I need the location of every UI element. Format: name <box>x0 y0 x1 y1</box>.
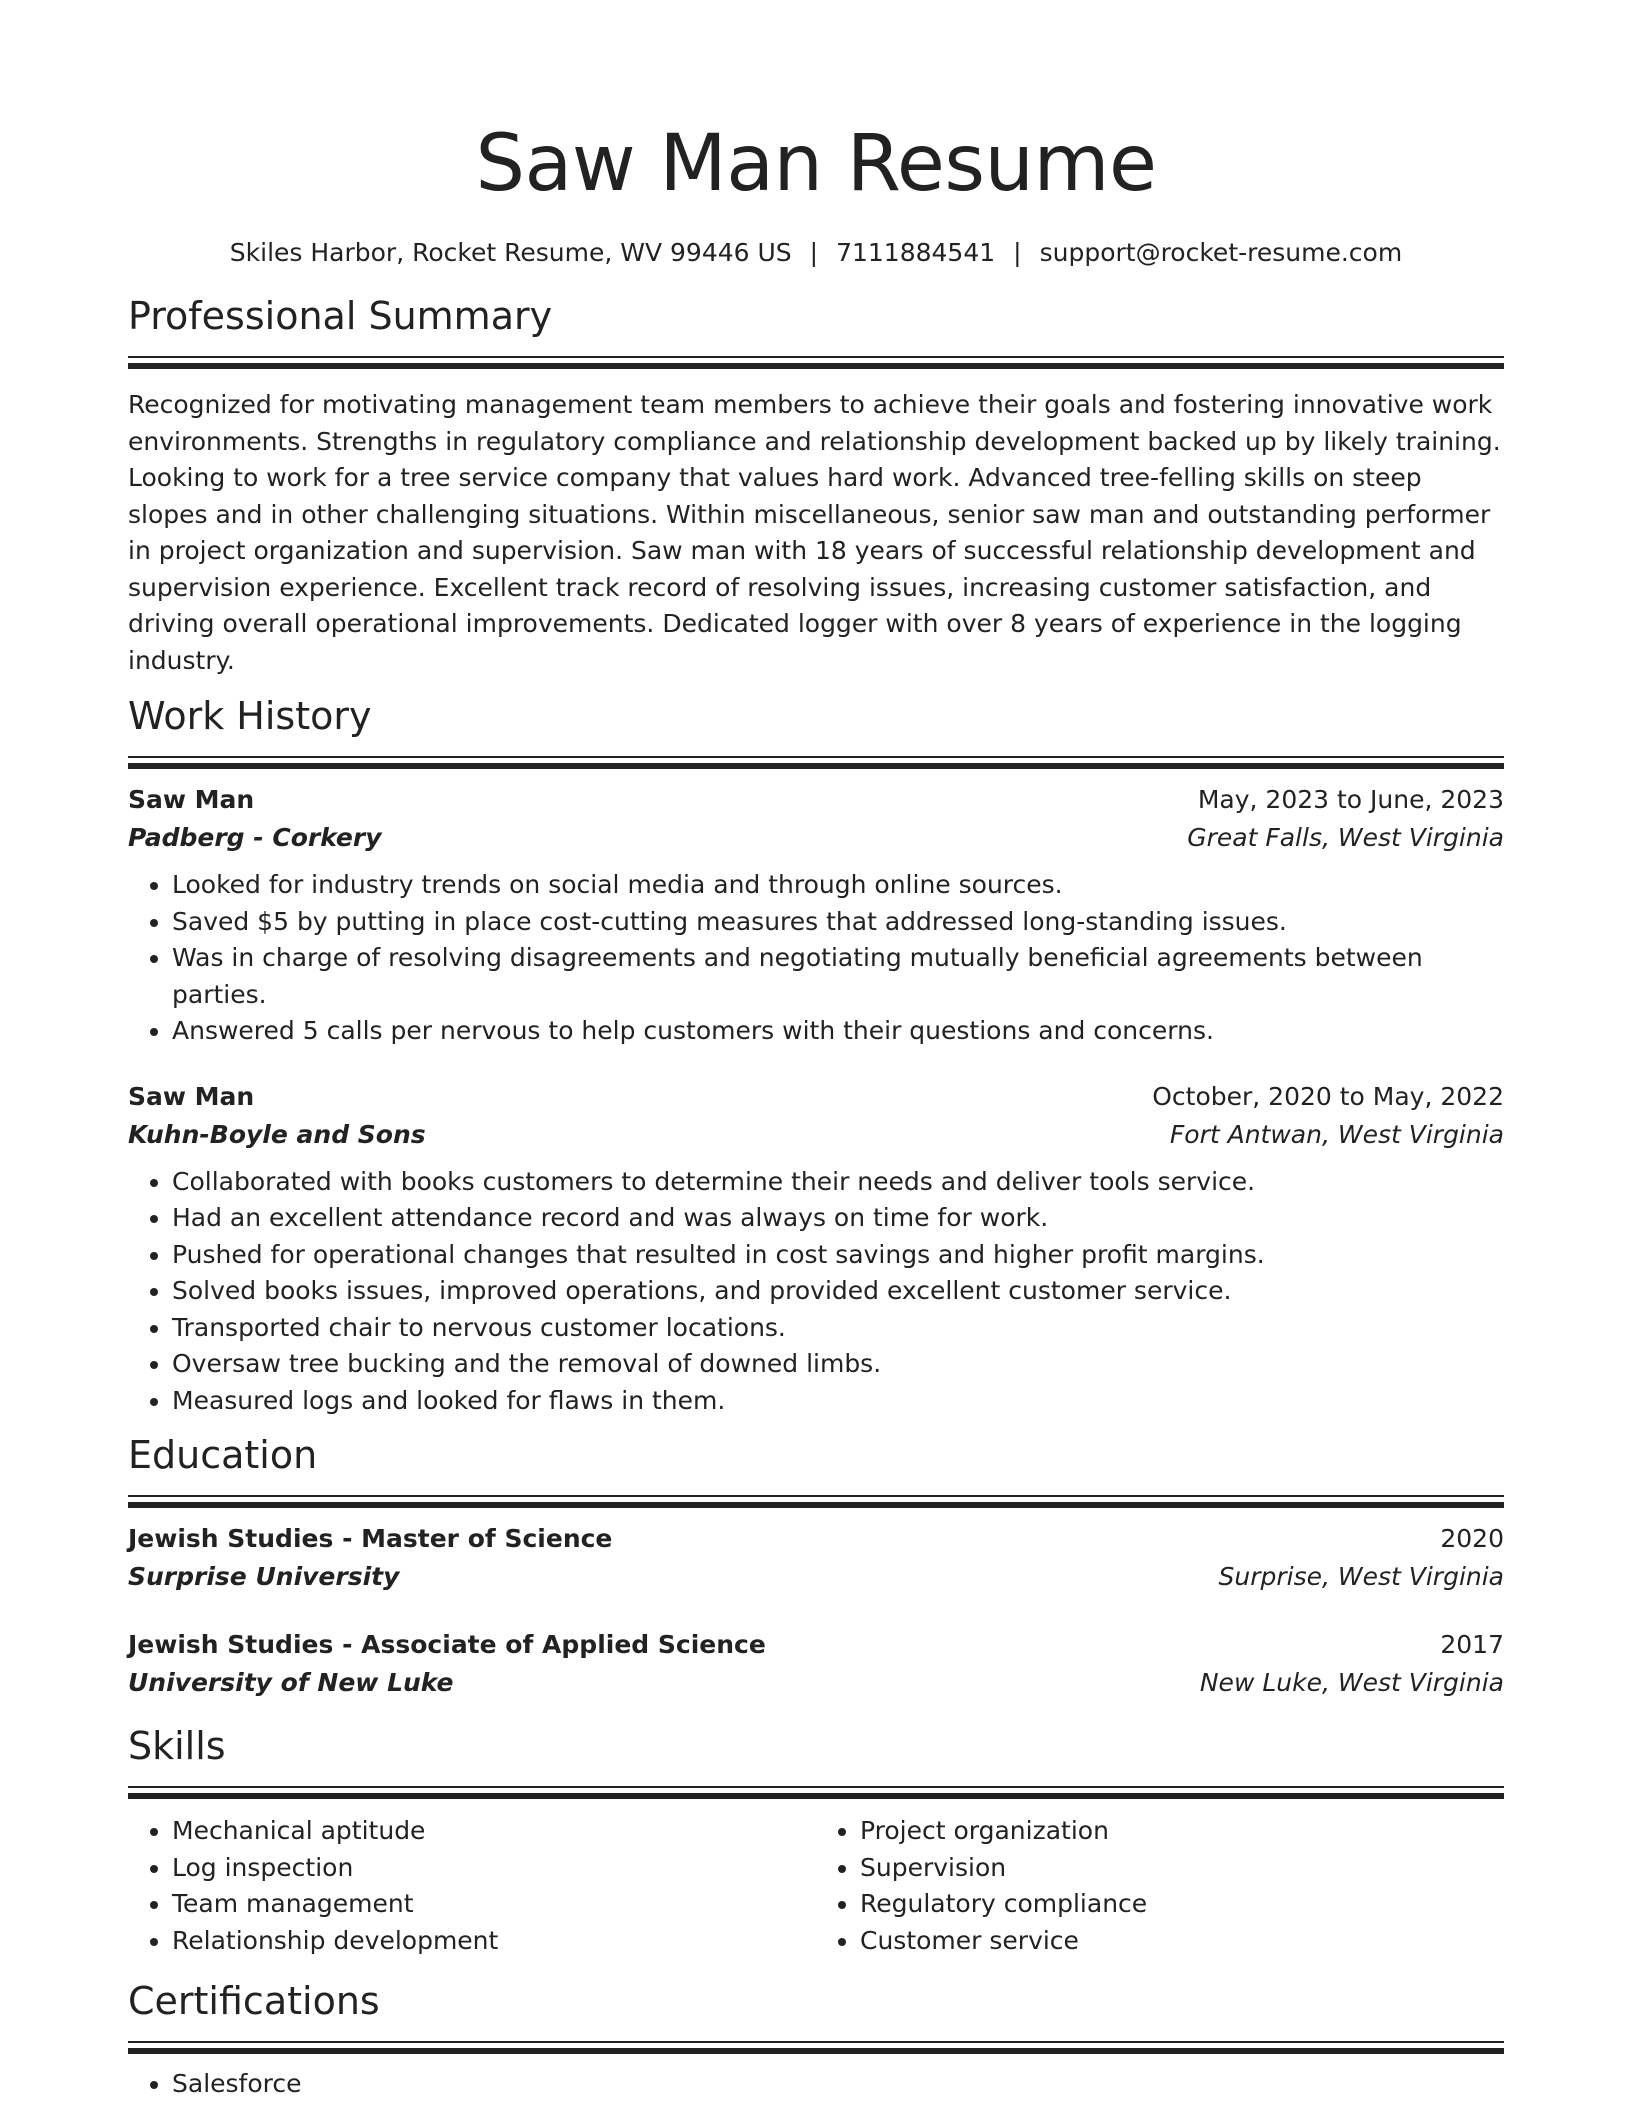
contact-separator: | <box>1013 238 1022 267</box>
education-year: 2020 <box>1440 1524 1504 1553</box>
work-history-section <box>128 694 1504 1419</box>
list-item: • Team management <box>172 1886 816 1923</box>
list-item: • Solved books issues, improved operations, and provided excellent customer service. <box>172 1273 1504 1310</box>
education-heading: Education <box>128 1433 318 1477</box>
list-item: • Customer service <box>860 1923 1504 1960</box>
education-year: 2017 <box>1440 1630 1504 1659</box>
resume-title: Saw Man Resume <box>475 119 1157 209</box>
list-item: • Answered 5 calls per nervous to help customers with their questions and concerns. <box>172 1013 1504 1050</box>
work-history-heading: Work History <box>128 694 372 738</box>
education-school: University of New Luke <box>128 1668 454 1697</box>
contact-phone: 7111884541 <box>836 238 996 267</box>
job-bullets <box>128 867 1504 1050</box>
skills-list-left <box>128 1813 816 1959</box>
skills-list-right <box>816 1813 1504 1959</box>
education-school: Surprise University <box>128 1562 400 1591</box>
education-location: Surprise, West Virginia <box>1218 1562 1504 1591</box>
contact-separator: | <box>809 238 819 267</box>
list-item: • Regulatory compliance <box>860 1886 1504 1923</box>
skills-heading: Skills <box>128 1724 226 1768</box>
skills-section <box>128 1724 1504 1959</box>
education-section <box>128 1433 1504 1702</box>
job-dates: October, 2020 to May, 2022 <box>1152 1081 1504 1111</box>
job-company: Padberg - Corkery <box>128 823 382 852</box>
job-entry <box>128 781 1504 1050</box>
certifications-list <box>128 2066 1504 2103</box>
list-item: • Looked for industry trends on social media and through online sources. <box>172 867 1504 904</box>
skills-grid <box>128 1813 1504 1959</box>
job-company: Kuhn-Boyle and Sons <box>128 1119 426 1149</box>
certifications-section <box>128 1979 1504 2103</box>
list-item: • Was in charge of resolving disagreements and negotiating mutually beneficial agreements between parties. <box>172 940 1504 1013</box>
list-item: • Pushed for operational changes that resulted in cost savings and higher profit margins. <box>172 1237 1504 1274</box>
list-item: • Salesforce <box>172 2066 1504 2103</box>
section-divider <box>128 2041 1504 2054</box>
list-item: • Measured logs and looked for flaws in them. <box>172 1383 1504 1420</box>
list-item: • Relationship development <box>172 1923 816 1960</box>
section-divider <box>128 1786 1504 1799</box>
summary-heading: Professional Summary <box>128 294 553 338</box>
education-entry <box>128 1520 1504 1596</box>
list-item: • Supervision <box>860 1850 1504 1887</box>
section-divider <box>128 356 1504 369</box>
education-degree: Jewish Studies - Master of Science <box>128 1524 613 1553</box>
job-entry <box>128 1078 1504 1420</box>
list-item: • Transported chair to nervous customer locations. <box>172 1310 1504 1347</box>
list-item: • Oversaw tree bucking and the removal of downed limbs. <box>172 1346 1504 1383</box>
education-entry <box>128 1626 1504 1702</box>
contact-email: support@rocket-resume.com <box>1039 238 1403 267</box>
contact-address: Skiles Harbor, Rocket Resume, WV 99446 US <box>229 238 792 267</box>
summary-section <box>128 294 1504 679</box>
contact-line <box>128 236 1504 270</box>
job-title: Saw Man <box>128 1081 255 1111</box>
job-location: Fort Antwan, West Virginia <box>1169 1119 1504 1149</box>
job-location: Great Falls, West Virginia <box>1187 823 1504 852</box>
list-item: • Had an excellent attendance record and was always on time for work. <box>172 1200 1504 1237</box>
job-bullets <box>128 1164 1504 1420</box>
list-item: • Saved $5 by putting in place cost-cutting measures that addressed long-standing issues. <box>172 904 1504 941</box>
section-divider <box>128 756 1504 769</box>
summary-text: Recognized for motivating management team members to achieve their goals and fostering innovative work environments. Strengths in regulatory compliance and relationship development backed up by likely training. Looking to work for a tree service company that values hard work. Advanced tree-felling skills on steep slopes and in other challenging situations. Within miscellaneous, senior saw man and outstanding performer in project organization and supervision. Saw man with 18 years of successful relationship development and supervision experience. Excellent track record of resolving issues, increasing customer satisfaction, and driving overall operational improvements. Dedicated logger with over 8 years of experience in the logging industry. <box>128 390 1501 675</box>
list-item: • Collaborated with books customers to determine their needs and deliver tools service. <box>172 1164 1504 1201</box>
list-item: • Mechanical aptitude <box>172 1813 816 1850</box>
education-location: New Luke, West Virginia <box>1199 1668 1504 1697</box>
section-divider <box>128 1495 1504 1508</box>
certifications-heading: Certifications <box>128 1979 380 2023</box>
job-dates: May, 2023 to June, 2023 <box>1197 785 1504 814</box>
education-degree: Jewish Studies - Associate of Applied Science <box>128 1630 766 1659</box>
list-item: • Project organization <box>860 1813 1504 1850</box>
list-item: • Log inspection <box>172 1850 816 1887</box>
job-title: Saw Man <box>128 785 255 814</box>
